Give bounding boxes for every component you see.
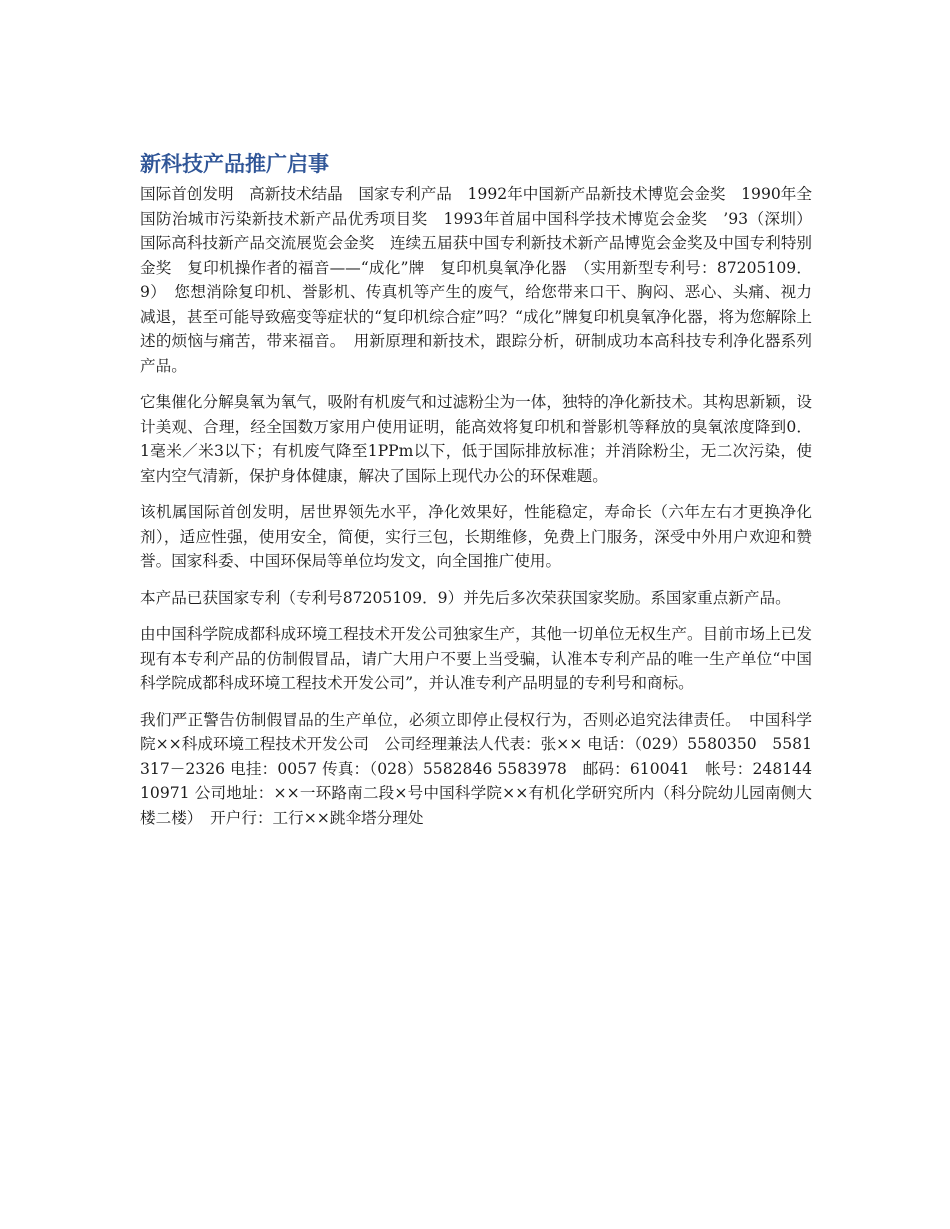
paragraph-manufacturer: 由中国科学院成都科成环境工程技术开发公司独家生产，其他一切单位无权生产。目前市场上已发现有本专利产品的仿制假冒品，请广大用户不要上当受骗，认准本专利产品的唯一生产单位“中国科学院成都科成环境工程技术开发公司”，并认准专利产品明显的专利号和商标。 [140, 625, 812, 692]
paragraph-performance: 该机属国际首创发明，居世界领先水平，净化效果好，性能稳定，寿命长（六年左右才更换净化剂），适应性强，使用安全，简便，实行三包，长期维修，免费上门服务，深受中外用户欢迎和赞誉。国家科委、中国环保局等单位均发文，向全国推广使用。 [140, 503, 812, 570]
paragraph-patent: 本产品已获国家专利（专利号87205109．9）并先后多次荣获国家奖励。系国家重点新产品。 [140, 588, 791, 607]
paragraph-awards-intro: 国际首创发明 高新技术结晶 国家专利产品 1992年中国新产品新技术博览会金奖 1990年全国防治城市污染新技术新产品优秀项目奖 1993年首届中国科学技术博览会金奖 ’93（深圳）国际高科技新产品交流展览会金奖 连续五届获中国专利新技术新产品博览会金奖及中国专利特别金奖 复印机操作者的福音——“成化”牌 复印机臭氧净化器 （实用新型专利号：87205109．9） 您想消除复印机、誉影机、传真机等产生的废气，给您带来口干、胸闷、恶心、头痛、视力减退，甚至可能导致癌变等症状的“复印机综合症”吗？“成化”牌复印机臭氧净化器，将为您解除上述的烦恼与痛苦，带来福音。 用新原理和新技术，跟踪分析，研制成功本高科技专利净化器系列产品。 [140, 185, 812, 375]
document-page [140, 148, 812, 842]
paragraph-contact: 我们严正警告仿制假冒品的生产单位，必须立即停止侵权行为，否则必追究法律责任。 中国科学院××科成环境工程技术开发公司 公司经理兼法人代表：张×× 电话：（029）5580350 5581317－2326 电挂：0057 传真：（028）5582846 5583978 邮码：610041 帐号：24814410971 公司地址：××一环路南二段×号中国科学院××有机化学研究所内（科分院幼儿园南侧大楼二楼） 开户行：工行××跳伞塔分理处 [140, 710, 812, 827]
paragraph-technology: 它集催化分解臭氧为氧气，吸附有机废气和过滤粉尘为一体，独特的净化新技术。其构思新颖，设计美观、合理，经全国数万家用户使用证明，能高效将复印机和誉影机等释放的臭氧浓度降到0．1毫米／米3以下；有机废气降至1PPm以下，低于国际排放标准；并消除粉尘，无二次污染，使室内空气清新，保护身体健康，解决了国际上现代办公的环保难题。 [140, 393, 812, 485]
document-title: 新科技产品推广启事 [140, 152, 329, 176]
